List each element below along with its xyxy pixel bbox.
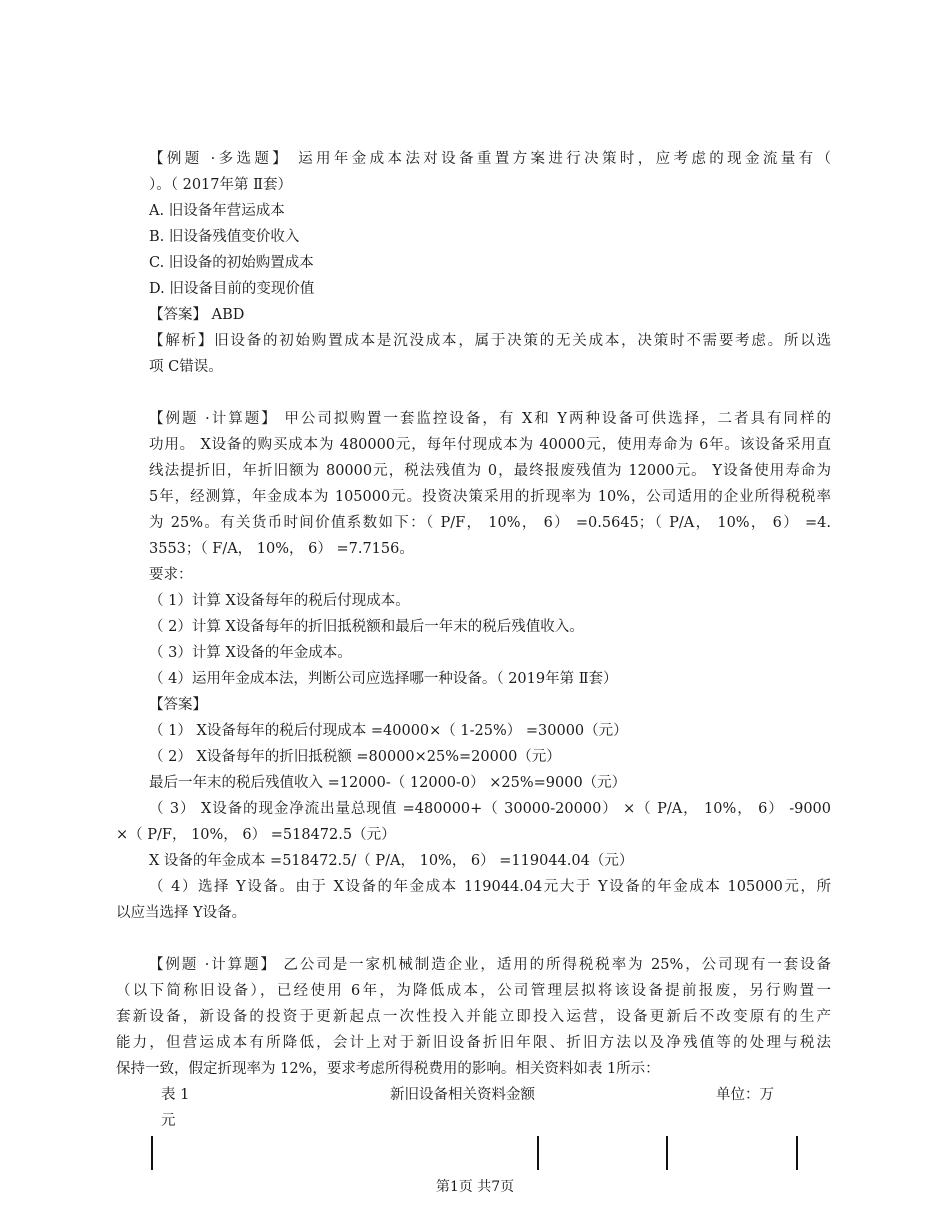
q1-line2: ）。（ 2017年第 Ⅱ套） (149, 177, 292, 193)
q1-analysis-line1: 【解析】旧设备的初始购置成本是沉没成本，属于决策的无关成本，决策时不需要考虑。所以选 (149, 333, 831, 349)
q2-requirements-label: 要求： (149, 567, 193, 583)
q2-answer-1: （ 1） X设备每年的税后付现成本 =40000×（ 1-25%） =30000（元） (149, 723, 628, 739)
q1-option-a: A. 旧设备年营运成本 (149, 203, 285, 219)
q2-answer-3: （ 3） X设备的现金净流出量总现值 =480000+（ 30000-20000） ×（ P/A， 10%， 6） -9000 (149, 801, 831, 817)
q1-analysis-line2: 项 C错误。 (149, 359, 223, 375)
q1-answer: 【答案】 ABD (149, 307, 245, 323)
table-border-col3 (666, 1136, 668, 1170)
q2-line3: 线法提折旧，年折旧额为 80000元，税法残值为 0，最终报废残值为 12000元。 Y设备使用寿命为 (149, 463, 831, 479)
q3-line1: 【例题 ·计算题】 乙公司是一家机械制造企业，适用的所得税税率为 25%，公司现有一套设备 (149, 957, 831, 973)
table-label: 表 1 (161, 1087, 190, 1103)
q2-line2: 功用。 X设备的购买成本为 480000元，每年付现成本为 40000元，使用寿命为 6年。该设备采用直 (149, 437, 831, 453)
q2-answer-3b: ×（ P/F， 10%， 6） =518472.5（元） (116, 827, 396, 843)
page-footer: 第1页 共7页 (435, 1179, 515, 1195)
q2-answer-3c: X 设备的年金成本 =518472.5/（ P/A， 10%， 6） =119044.04（元） (149, 853, 634, 869)
q2-answer-2: （ 2） X设备每年的折旧抵税额 =80000×25%=20000（元） (149, 749, 561, 765)
q2-answer-4: （ 4）选择 Y设备。由于 X设备的年金成本 119044.04元大于 Y设备的年金成本 105000元，所 (149, 879, 831, 895)
q2-requirement-1: （ 1）计算 X设备每年的税后付现成本。 (149, 593, 410, 609)
table-border-left (151, 1136, 153, 1170)
table-unit-continued: 元 (161, 1113, 176, 1129)
q1-line1: 【例题 ·多选题】 运用年金成本法对设备重置方案进行决策时，应考虑的现金流量有（ (149, 151, 831, 167)
q2-line5: 为 25%。有关货币时间价值系数如下：（ P/F， 10%， 6） =0.5645；（ P/A， 10%， 6） =4. (149, 515, 831, 531)
q2-requirement-2: （ 2）计算 X设备每年的折旧抵税额和最后一年末的税后残值收入。 (149, 619, 584, 635)
q2-answer-2b: 最后一年末的税后残值收入 =12000-（ 12000-0） ×25%=9000（元） (149, 775, 627, 791)
q3-line2: （以下简称旧设备），已经使用 6年，为降低成本，公司管理层拟将该设备提前报废，另行购置一 (116, 983, 831, 999)
q2-answer-label: 【答案】 (149, 697, 207, 713)
table-unit: 单位：万 (716, 1087, 774, 1103)
q1-option-c: C. 旧设备的初始购置成本 (149, 255, 314, 271)
q2-line1: 【例题 ·计算题】 甲公司拟购置一套监控设备，有 X和 Y两种设备可供选择，二者具有同样的 (149, 411, 831, 427)
q2-requirement-3: （ 3）计算 X设备的年金成本。 (149, 645, 352, 661)
q3-line3: 套新设备，新设备的投资于更新起点一次性投入并能立即投入运营，设备更新后不改变原有的生产 (116, 1009, 831, 1025)
table-title: 新旧设备相关资料金额 (390, 1087, 535, 1103)
q1-option-b: B. 旧设备残值变价收入 (149, 229, 300, 245)
q1-option-d: D. 旧设备目前的变现价值 (149, 281, 315, 297)
q3-line4: 能力，但营运成本有所降低，会计上对于新旧设备折旧年限、折旧方法以及净残值等的处理与税法 (116, 1035, 831, 1051)
q2-answer-4b: 以应当选择 Y设备。 (116, 905, 247, 921)
q2-line4: 5年，经测算，年金成本为 105000元。投资决策采用的折现率为 10%，公司适用的企业所得税税率 (149, 489, 831, 505)
q2-line6: 3553；（ F/A， 10%， 6） =7.7156。 (149, 541, 414, 557)
q3-line5: 保持一致，假定折现率为 12%，要求考虑所得税费用的影响。相关资料如表 1所示： (116, 1061, 660, 1077)
table-border-right (796, 1136, 798, 1170)
table-border-col2 (537, 1136, 539, 1170)
q2-requirement-4: （ 4）运用年金成本法，判断公司应选择哪一种设备。（ 2019年第 Ⅱ套） (149, 671, 618, 687)
